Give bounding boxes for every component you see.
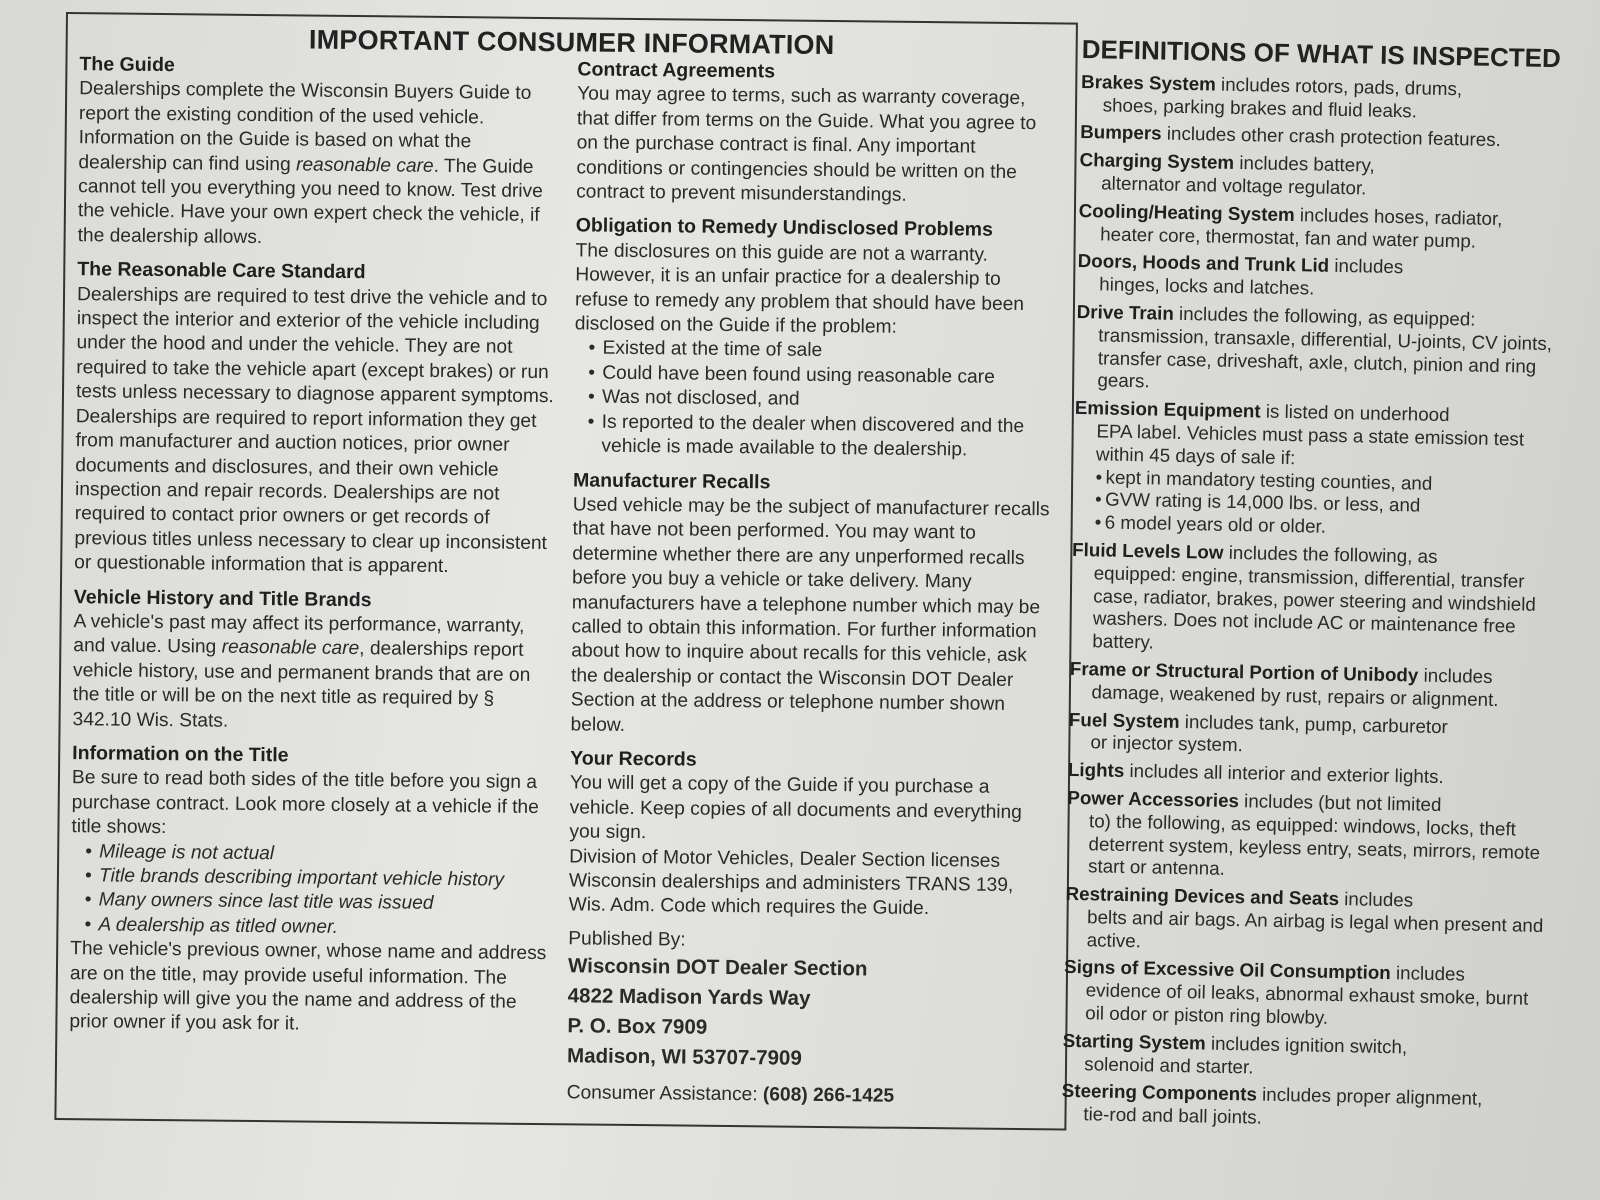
- definition-item: Charging System includes battery, alternator and voltage regulator.: [1079, 149, 1375, 199]
- section-text: The vehicle's previous owner, whose name and address are on the title, may provide useful information. The dealership will give you the name and address of the prior owner if you ask for it.: [69, 938, 547, 1035]
- definition-item: Power Accessories includes (but not limited to) the following, as equipped: windows, locks, theft deterrent system, keyless entry, seats, mirrors, remote start or antenna.: [1067, 786, 1541, 880]
- section-obligation: [573, 214, 1056, 464]
- list-item: • Is reported to the dealer when discovered and the vehicle is made available to the dealership.: [587, 410, 1053, 464]
- section-heading: Information on the Title: [72, 742, 289, 767]
- section-heading: Obligation to Remedy Undisclosed Problems: [575, 214, 994, 242]
- section-heading: Contract Agreements: [577, 58, 776, 83]
- definition-item: Cooling/Heating System includes hoses, radiator, heater core, thermostat, fan and water pump.: [1078, 199, 1503, 252]
- assistance-phone: (608) 266-1425: [762, 1084, 895, 1107]
- section-reasonable-care: [74, 257, 559, 580]
- list-item: • 6 model years old or older.: [1094, 511, 1552, 543]
- emission-conditions-list: [1072, 465, 1553, 543]
- definition-item: Drive Train includes the following, as equipped: transmission, transaxle, differential, U-joints, CV joints, transfer case, driveshaft, axle, clutch, pinion and ring gears.: [1076, 300, 1553, 392]
- section-heading: Manufacturer Recalls: [573, 468, 771, 493]
- section-heading: Your Records: [570, 747, 697, 771]
- consumer-info-box: [54, 12, 1078, 1131]
- definition-item: Brakes System includes rotors, pads, drums, shoes, parking brakes and fluid leaks.: [1080, 70, 1463, 122]
- publisher-block: [567, 927, 1049, 1111]
- list-item: • Many owners since last title was issued: [85, 889, 553, 918]
- definition-item: Frame or Structural Portion of Unibody includes damage, weakened by rust, repairs or alignment.: [1069, 657, 1499, 710]
- published-by-label: Published By:: [568, 928, 686, 951]
- publisher-po-box: P. O. Box 7909: [567, 1014, 708, 1039]
- definition-item: Starting System includes ignition switch, solenoid and starter.: [1062, 1029, 1408, 1078]
- list-item: • A dealership as titled owner.: [84, 913, 552, 942]
- definition-item: Fuel System includes tank, pump, carburetor or injector system.: [1068, 708, 1449, 756]
- publisher-street: 4822 Madison Yards Way: [567, 984, 811, 1011]
- list-item: • Could have been found using reasonable care: [588, 361, 1054, 390]
- section-recalls: [570, 468, 1053, 742]
- list-item: • GVW rating is 14,000 lbs. or less, and: [1095, 489, 1553, 521]
- section-heading: The Reasonable Care Standard: [77, 258, 366, 284]
- section-heading: Vehicle History and Title Brands: [73, 585, 372, 611]
- definitions-column: [1061, 34, 1562, 1140]
- box-title: IMPORTANT CONSUMER INFORMATION: [308, 24, 835, 61]
- definition-item: Fluid Levels Low includes the following, as equipped: engine, transmission, differential, transfer case, radiator, brakes, power steering and windshield washers. Does not include AC or maintenance free battery.: [1071, 538, 1537, 653]
- left-column: [69, 52, 561, 1049]
- middle-column: [566, 57, 1057, 1120]
- section-text: A vehicle's past may affect its performance, warranty, and value. Using reasonable care, dealerships report vehicle history, use and permanent brands that are on the title or will be on the next title as required by § 342.10 Wis. Stats.: [72, 611, 531, 732]
- section-heading: The Guide: [79, 53, 175, 77]
- section-text: You will get a copy of the Guide if you purchase a vehicle. Keep copies of all documents and everything you sign.: [569, 772, 1023, 844]
- section-text: Dealerships are required to report information they get from manufacturer and auction notices, prior owner documents and disclosures, and their own vehicle inspection and repair records. Dealerships are not required to contact prior owners or get records of previous titles unless necessary to clear up inconsistent or questionable information that is apparent.: [74, 405, 548, 578]
- section-title-info: [69, 741, 554, 1040]
- section-text: Dealerships complete the Wisconsin Buyers Guide to report the existing condition of the used vehicle. Information on the Guide is based on what the dealership can find using reasonable care. The Guide cannot tell you everything you need to know. Test drive the vehicle. Have your own expert check the vehicle, if the dealership allows.: [77, 78, 543, 248]
- section-contract: [576, 57, 1058, 209]
- section-text: The disclosures on this guide are not a warranty. However, it is an unfair practice for a dealership to refuse to remedy any problem that should have been disclosed on the Guide if the problem:: [574, 240, 1025, 338]
- section-text: You may agree to terms, such as warranty coverage, that differ from terms on the Guide. What you agree to on the purchase contract is final. Any important conditions or contingencies should be written on the contract to prevent misunderstandings.: [576, 83, 1037, 206]
- section-the-guide: [78, 52, 562, 253]
- definition-item: Steering Components includes proper alignment, tie-rod and ball joints.: [1061, 1080, 1483, 1128]
- obligation-list: [573, 337, 1054, 464]
- publisher-name: Wisconsin DOT Dealer Section: [567, 954, 868, 981]
- definitions-title: DEFINITIONS OF WHAT IS INSPECTED: [1081, 34, 1562, 74]
- list-item: • Mileage is not actual: [85, 840, 553, 869]
- section-vehicle-history: [72, 585, 556, 737]
- section-text: Division of Motor Vehicles, Dealer Section licenses Wisconsin dealerships and administers TRANS 139, Wis. Adm. Code which requires the Guide.: [568, 845, 1014, 920]
- section-text: Be sure to read both sides of the title before you sign a purchase contract. Look more closely at a vehicle if the title shows:: [71, 767, 539, 839]
- list-item: • Existed at the time of sale: [588, 337, 1054, 366]
- list-item: • Title brands describing important vehicle history: [85, 864, 553, 893]
- section-text: Dealerships are required to test drive the vehicle and to inspect the interior and exterior of the vehicle including under the hood and under the vehicle. They are not required to take the vehicle apart (except brakes) or run tests unless necessary to diagnose apparent symptoms.: [75, 283, 554, 408]
- section-records: [569, 746, 1051, 923]
- definition-item: Signs of Excessive Oil Consumption includes evidence of oil leaks, abnormal exhaust smoke, burnt oil odor or piston ring blowby.: [1063, 956, 1529, 1028]
- consumer-assistance: Consumer Assistance: (608) 266-1425: [566, 1082, 895, 1107]
- list-item: • kept in mandatory testing counties, and: [1095, 466, 1553, 498]
- publisher-city: Madison, WI 53707-7909: [566, 1044, 802, 1070]
- section-text: Used vehicle may be the subject of manufacturer recalls that have not been performed. You may want to determine whether there are any unperformed recalls before you buy a vehicle or take delivery. Many manufacturers have a telephone number which may be called to obtain this information. For further information about how to inquire about recalls for this vehicle, ask the dealership or contact the Wisconsin DOT Dealer Section at the address or telephone number shown below.: [570, 494, 1050, 736]
- definition-item: Lights includes all interior and exterior lights.: [1067, 758, 1444, 788]
- definition-item: Emission Equipment is listed on underhood EPA label. Vehicles must pass a state emission test within 45 days of sale if: • kept in mandatory testing counties, and • GVW rating is 14,000 lbs. or less, and • 6 model years old or older.: [1072, 397, 1555, 543]
- definition-item: Bumpers includes other crash protection features.: [1079, 121, 1502, 151]
- definition-item: Doors, Hoods and Trunk Lid includes hinges, locks and latches.: [1077, 250, 1404, 299]
- definition-item: Restraining Devices and Seats includes belts and air bags. An airbag is legal when present and active.: [1065, 882, 1544, 951]
- list-item: • Was not disclosed, and: [588, 386, 1054, 415]
- title-warning-list: [70, 840, 553, 943]
